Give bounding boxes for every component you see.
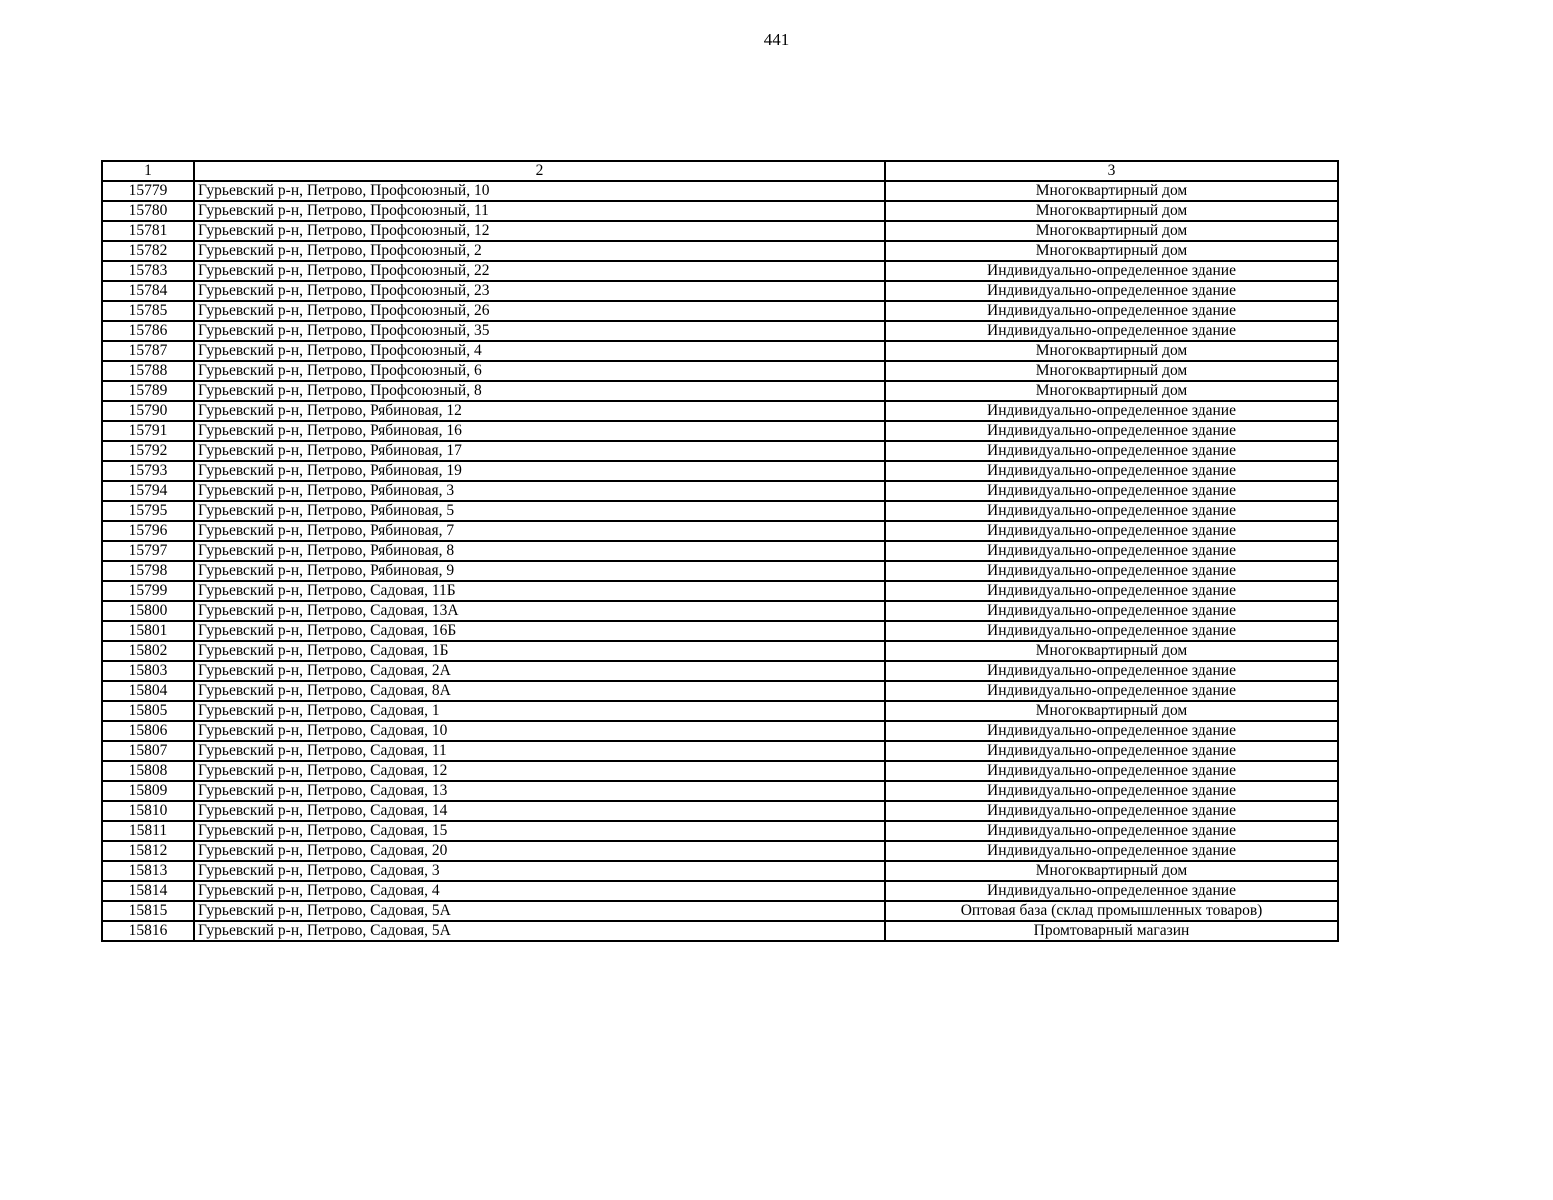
cell-number: 15789 bbox=[102, 381, 194, 401]
cell-address: Гурьевский р-н, Петрово, Садовая, 13А bbox=[194, 601, 885, 621]
cell-number: 15808 bbox=[102, 761, 194, 781]
cell-building-type: Индивидуально-определенное здание bbox=[885, 681, 1338, 701]
header-cell-address: 2 bbox=[194, 161, 885, 181]
table-row bbox=[102, 661, 1338, 681]
cell-building-type: Многоквартирный дом bbox=[885, 381, 1338, 401]
cell-building-type: Индивидуально-определенное здание bbox=[885, 541, 1338, 561]
cell-building-type: Индивидуально-определенное здание bbox=[885, 621, 1338, 641]
cell-address: Гурьевский р-н, Петрово, Садовая, 14 bbox=[194, 801, 885, 821]
cell-number: 15782 bbox=[102, 241, 194, 261]
cell-number: 15814 bbox=[102, 881, 194, 901]
cell-address: Гурьевский р-н, Петрово, Профсоюзный, 6 bbox=[194, 361, 885, 381]
cell-address: Гурьевский р-н, Петрово, Рябиновая, 9 bbox=[194, 561, 885, 581]
cell-number: 15802 bbox=[102, 641, 194, 661]
cell-building-type: Оптовая база (склад промышленных товаров) bbox=[885, 901, 1338, 921]
cell-address: Гурьевский р-н, Петрово, Садовая, 15 bbox=[194, 821, 885, 841]
cell-building-type: Индивидуально-определенное здание bbox=[885, 821, 1338, 841]
table-row bbox=[102, 801, 1338, 821]
table-row bbox=[102, 481, 1338, 501]
table-row bbox=[102, 521, 1338, 541]
cell-address: Гурьевский р-н, Петрово, Садовая, 4 bbox=[194, 881, 885, 901]
registry-table bbox=[101, 160, 1339, 942]
cell-address: Гурьевский р-н, Петрово, Профсоюзный, 2 bbox=[194, 241, 885, 261]
table-row bbox=[102, 321, 1338, 341]
header-cell-type: 3 bbox=[885, 161, 1338, 181]
cell-number: 15810 bbox=[102, 801, 194, 821]
cell-building-type: Многоквартирный дом bbox=[885, 701, 1338, 721]
cell-address: Гурьевский р-н, Петрово, Садовая, 10 bbox=[194, 721, 885, 741]
table-row bbox=[102, 181, 1338, 201]
cell-number: 15786 bbox=[102, 321, 194, 341]
cell-address: Гурьевский р-н, Петрово, Садовая, 20 bbox=[194, 841, 885, 861]
table-row bbox=[102, 261, 1338, 281]
table-row bbox=[102, 881, 1338, 901]
cell-address: Гурьевский р-н, Петрово, Рябиновая, 17 bbox=[194, 441, 885, 461]
cell-building-type: Многоквартирный дом bbox=[885, 641, 1338, 661]
cell-address: Гурьевский р-н, Петрово, Профсоюзный, 8 bbox=[194, 381, 885, 401]
cell-address: Гурьевский р-н, Петрово, Рябиновая, 7 bbox=[194, 521, 885, 541]
cell-building-type: Индивидуально-определенное здание bbox=[885, 521, 1338, 541]
cell-address: Гурьевский р-н, Петрово, Садовая, 11 bbox=[194, 741, 885, 761]
table-row bbox=[102, 901, 1338, 921]
cell-building-type: Многоквартирный дом bbox=[885, 201, 1338, 221]
cell-address: Гурьевский р-н, Петрово, Садовая, 5А bbox=[194, 901, 885, 921]
table-row bbox=[102, 201, 1338, 221]
cell-number: 15780 bbox=[102, 201, 194, 221]
cell-building-type: Индивидуально-определенное здание bbox=[885, 741, 1338, 761]
table-row bbox=[102, 501, 1338, 521]
cell-address: Гурьевский р-н, Петрово, Садовая, 13 bbox=[194, 781, 885, 801]
cell-building-type: Многоквартирный дом bbox=[885, 221, 1338, 241]
cell-address: Гурьевский р-н, Петрово, Профсоюзный, 4 bbox=[194, 341, 885, 361]
cell-building-type: Индивидуально-определенное здание bbox=[885, 401, 1338, 421]
cell-number: 15796 bbox=[102, 521, 194, 541]
table-row bbox=[102, 281, 1338, 301]
cell-number: 15779 bbox=[102, 181, 194, 201]
table-row bbox=[102, 761, 1338, 781]
cell-building-type: Промтоварный магазин bbox=[885, 921, 1338, 941]
table-row bbox=[102, 221, 1338, 241]
cell-address: Гурьевский р-н, Петрово, Садовая, 5А bbox=[194, 921, 885, 941]
cell-number: 15801 bbox=[102, 621, 194, 641]
table-row bbox=[102, 741, 1338, 761]
cell-building-type: Индивидуально-определенное здание bbox=[885, 761, 1338, 781]
table-row bbox=[102, 861, 1338, 881]
cell-address: Гурьевский р-н, Петрово, Профсоюзный, 23 bbox=[194, 281, 885, 301]
table-row bbox=[102, 701, 1338, 721]
table-row bbox=[102, 401, 1338, 421]
cell-address: Гурьевский р-н, Петрово, Рябиновая, 16 bbox=[194, 421, 885, 441]
cell-number: 15791 bbox=[102, 421, 194, 441]
table-row bbox=[102, 421, 1338, 441]
cell-building-type: Многоквартирный дом bbox=[885, 181, 1338, 201]
cell-address: Гурьевский р-н, Петрово, Садовая, 1Б bbox=[194, 641, 885, 661]
cell-building-type: Индивидуально-определенное здание bbox=[885, 481, 1338, 501]
cell-address: Гурьевский р-н, Петрово, Садовая, 3 bbox=[194, 861, 885, 881]
table-row bbox=[102, 441, 1338, 461]
cell-building-type: Многоквартирный дом bbox=[885, 241, 1338, 261]
cell-address: Гурьевский р-н, Петрово, Профсоюзный, 26 bbox=[194, 301, 885, 321]
table-row bbox=[102, 781, 1338, 801]
cell-number: 15795 bbox=[102, 501, 194, 521]
cell-building-type: Многоквартирный дом bbox=[885, 341, 1338, 361]
cell-number: 15800 bbox=[102, 601, 194, 621]
cell-building-type: Индивидуально-определенное здание bbox=[885, 881, 1338, 901]
cell-building-type: Индивидуально-определенное здание bbox=[885, 721, 1338, 741]
cell-building-type: Индивидуально-определенное здание bbox=[885, 601, 1338, 621]
table-header-row bbox=[102, 161, 1338, 181]
header-cell-number: 1 bbox=[102, 161, 194, 181]
cell-number: 15806 bbox=[102, 721, 194, 741]
cell-address: Гурьевский р-н, Петрово, Профсоюзный, 22 bbox=[194, 261, 885, 281]
cell-building-type: Индивидуально-определенное здание bbox=[885, 661, 1338, 681]
cell-number: 15812 bbox=[102, 841, 194, 861]
cell-building-type: Индивидуально-определенное здание bbox=[885, 581, 1338, 601]
table-row bbox=[102, 641, 1338, 661]
cell-address: Гурьевский р-н, Петрово, Профсоюзный, 35 bbox=[194, 321, 885, 341]
cell-building-type: Индивидуально-определенное здание bbox=[885, 281, 1338, 301]
cell-building-type: Индивидуально-определенное здание bbox=[885, 561, 1338, 581]
cell-number: 15804 bbox=[102, 681, 194, 701]
cell-building-type: Индивидуально-определенное здание bbox=[885, 461, 1338, 481]
table-row bbox=[102, 841, 1338, 861]
table-row bbox=[102, 561, 1338, 581]
cell-address: Гурьевский р-н, Петрово, Рябиновая, 8 bbox=[194, 541, 885, 561]
table-row bbox=[102, 821, 1338, 841]
cell-address: Гурьевский р-н, Петрово, Садовая, 2А bbox=[194, 661, 885, 681]
cell-address: Гурьевский р-н, Петрово, Садовая, 12 bbox=[194, 761, 885, 781]
table-row bbox=[102, 601, 1338, 621]
cell-number: 15815 bbox=[102, 901, 194, 921]
cell-building-type: Многоквартирный дом bbox=[885, 861, 1338, 881]
cell-number: 15783 bbox=[102, 261, 194, 281]
cell-number: 15803 bbox=[102, 661, 194, 681]
cell-address: Гурьевский р-н, Петрово, Рябиновая, 3 bbox=[194, 481, 885, 501]
cell-address: Гурьевский р-н, Петрово, Профсоюзный, 10 bbox=[194, 181, 885, 201]
cell-address: Гурьевский р-н, Петрово, Профсоюзный, 12 bbox=[194, 221, 885, 241]
table-row bbox=[102, 241, 1338, 261]
cell-number: 15781 bbox=[102, 221, 194, 241]
cell-building-type: Индивидуально-определенное здание bbox=[885, 801, 1338, 821]
cell-number: 15805 bbox=[102, 701, 194, 721]
cell-number: 15813 bbox=[102, 861, 194, 881]
cell-address: Гурьевский р-н, Петрово, Рябиновая, 19 bbox=[194, 461, 885, 481]
cell-number: 15794 bbox=[102, 481, 194, 501]
table-row bbox=[102, 921, 1338, 941]
cell-building-type: Индивидуально-определенное здание bbox=[885, 261, 1338, 281]
cell-address: Гурьевский р-н, Петрово, Рябиновая, 12 bbox=[194, 401, 885, 421]
cell-building-type: Индивидуально-определенное здание bbox=[885, 841, 1338, 861]
cell-number: 15807 bbox=[102, 741, 194, 761]
cell-number: 15811 bbox=[102, 821, 194, 841]
cell-number: 15809 bbox=[102, 781, 194, 801]
table-row bbox=[102, 461, 1338, 481]
cell-building-type: Индивидуально-определенное здание bbox=[885, 781, 1338, 801]
cell-address: Гурьевский р-н, Петрово, Садовая, 11Б bbox=[194, 581, 885, 601]
table-row bbox=[102, 721, 1338, 741]
cell-building-type: Индивидуально-определенное здание bbox=[885, 321, 1338, 341]
cell-building-type: Индивидуально-определенное здание bbox=[885, 501, 1338, 521]
table-row bbox=[102, 621, 1338, 641]
table-row bbox=[102, 341, 1338, 361]
cell-address: Гурьевский р-н, Петрово, Садовая, 8А bbox=[194, 681, 885, 701]
registry-table-body bbox=[102, 161, 1338, 941]
cell-address: Гурьевский р-н, Петрово, Садовая, 16Б bbox=[194, 621, 885, 641]
table-row bbox=[102, 581, 1338, 601]
table-row bbox=[102, 681, 1338, 701]
cell-address: Гурьевский р-н, Петрово, Профсоюзный, 11 bbox=[194, 201, 885, 221]
cell-address: Гурьевский р-н, Петрово, Садовая, 1 bbox=[194, 701, 885, 721]
cell-address: Гурьевский р-н, Петрово, Рябиновая, 5 bbox=[194, 501, 885, 521]
cell-building-type: Индивидуально-определенное здание bbox=[885, 421, 1338, 441]
cell-number: 15788 bbox=[102, 361, 194, 381]
cell-number: 15797 bbox=[102, 541, 194, 561]
cell-number: 15798 bbox=[102, 561, 194, 581]
cell-number: 15793 bbox=[102, 461, 194, 481]
page-number: 441 bbox=[763, 30, 790, 49]
cell-number: 15816 bbox=[102, 921, 194, 941]
table-row bbox=[102, 361, 1338, 381]
cell-number: 15785 bbox=[102, 301, 194, 321]
table-row bbox=[102, 301, 1338, 321]
table-row bbox=[102, 541, 1338, 561]
cell-number: 15792 bbox=[102, 441, 194, 461]
table-row bbox=[102, 381, 1338, 401]
cell-number: 15784 bbox=[102, 281, 194, 301]
cell-building-type: Многоквартирный дом bbox=[885, 361, 1338, 381]
cell-number: 15790 bbox=[102, 401, 194, 421]
cell-number: 15787 bbox=[102, 341, 194, 361]
cell-number: 15799 bbox=[102, 581, 194, 601]
cell-building-type: Индивидуально-определенное здание bbox=[885, 301, 1338, 321]
cell-building-type: Индивидуально-определенное здание bbox=[885, 441, 1338, 461]
